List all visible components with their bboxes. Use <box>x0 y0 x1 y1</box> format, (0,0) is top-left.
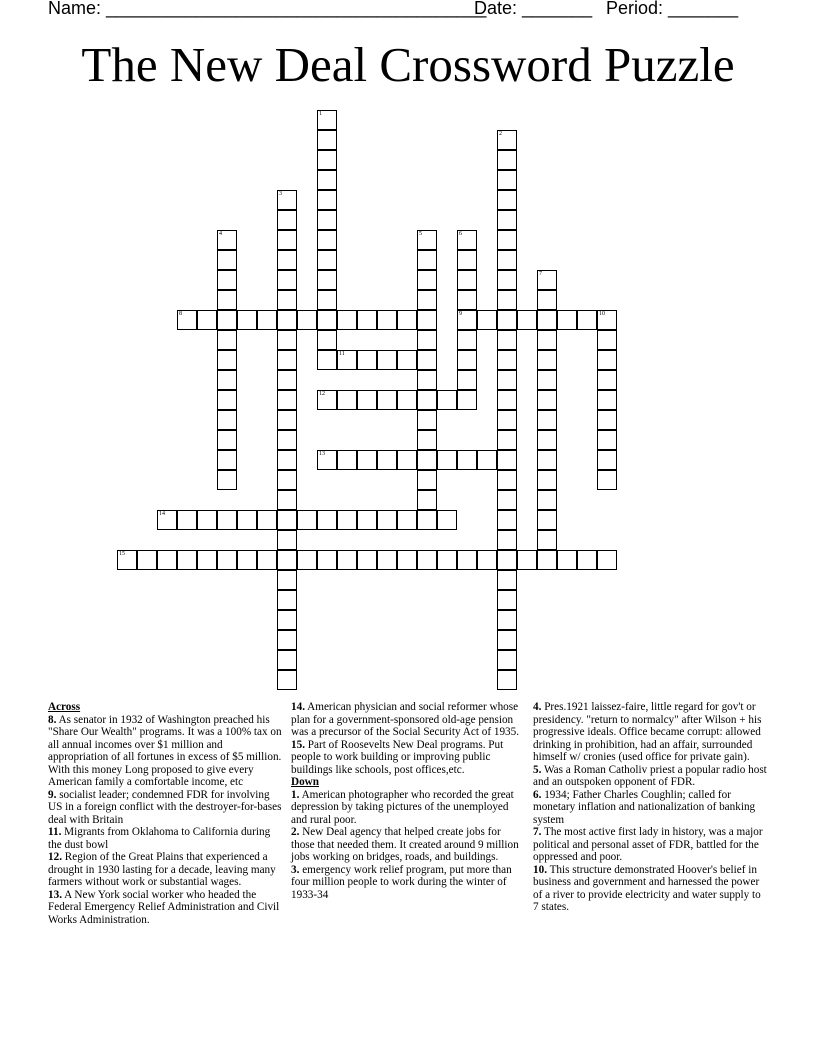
crossword-cell[interactable] <box>517 310 537 330</box>
crossword-cell[interactable] <box>497 290 517 310</box>
crossword-cell[interactable] <box>317 310 337 330</box>
crossword-cell[interactable] <box>497 590 517 610</box>
crossword-cell[interactable] <box>177 510 197 530</box>
crossword-cell[interactable] <box>317 210 337 230</box>
clue-number: 1. <box>291 788 300 801</box>
crossword-cell[interactable] <box>537 350 557 370</box>
crossword-cell[interactable] <box>417 330 437 350</box>
crossword-cell[interactable] <box>277 610 297 630</box>
crossword-cell[interactable] <box>277 410 297 430</box>
clue-text: 1934; Father Charles Coughlin; called for monetary inflation and nationalization of banking system <box>533 788 756 826</box>
cell-number: 8 <box>179 311 182 317</box>
crossword-cell[interactable] <box>377 450 397 470</box>
crossword-cell[interactable] <box>537 490 557 510</box>
page-title: The New Deal Crossword Puzzle <box>81 37 735 92</box>
cell-number: 12 <box>319 391 325 397</box>
crossword-cell[interactable] <box>497 670 517 690</box>
crossword-cell[interactable] <box>597 410 617 430</box>
name-field[interactable]: Name: ______________________________________ <box>48 0 487 18</box>
clue-text: Pres.1921 laissez-faire, little regard for gov't or presidency. "return to normalcy" after Wilson + his progressive ideals. Office became corrupt: allowed drinking in prohibition, had an affair, surrounded himself w/ cronies (used office for private gain). <box>533 701 762 763</box>
crossword-cell[interactable] <box>277 270 297 290</box>
clue-number: 13. <box>48 888 62 901</box>
crossword-cell[interactable] <box>537 530 557 550</box>
clue-down-10 <box>533 864 769 914</box>
crossword-cell[interactable] <box>417 510 437 530</box>
crossword-cell[interactable] <box>497 130 517 150</box>
crossword-cell[interactable] <box>497 650 517 670</box>
crossword-cell[interactable] <box>297 310 317 330</box>
clue-down-3 <box>291 864 523 902</box>
crossword-cell[interactable] <box>457 250 477 270</box>
clue-across-15 <box>291 739 523 777</box>
crossword-cell[interactable] <box>337 390 357 410</box>
cell-number: 13 <box>319 451 325 457</box>
crossword-cell[interactable] <box>457 310 477 330</box>
crossword-cell[interactable] <box>277 530 297 550</box>
crossword-cell[interactable] <box>577 310 597 330</box>
cell-number: 9 <box>459 311 462 317</box>
clue-number: 12. <box>48 851 62 863</box>
crossword-cell[interactable] <box>317 230 337 250</box>
clue-down-5 <box>533 764 769 789</box>
cell-number: 11 <box>339 351 345 357</box>
crossword-cell[interactable] <box>217 370 237 390</box>
crossword-cell[interactable] <box>597 550 617 570</box>
crossword-cell[interactable] <box>217 470 237 490</box>
clue-number: 7. <box>533 826 542 838</box>
crossword-cell[interactable] <box>217 510 237 530</box>
crossword-cell[interactable] <box>317 170 337 190</box>
crossword-cell[interactable] <box>397 510 417 530</box>
crossword-cell[interactable] <box>297 550 317 570</box>
clue-across-9 <box>48 789 282 827</box>
clue-across-8 <box>48 714 282 789</box>
crossword-cell[interactable] <box>417 470 437 490</box>
clue-text: American physician and social reformer whose plan for a government-sponsored old-age pension was a precursor of the Social Security Act of 1935. <box>291 701 520 738</box>
clue-across-12 <box>48 851 282 889</box>
crossword-cell[interactable] <box>317 350 337 370</box>
clue-number: 9. <box>48 788 57 801</box>
crossword-cell[interactable] <box>257 510 277 530</box>
crossword-cell[interactable] <box>597 330 617 350</box>
crossword-cell[interactable] <box>417 550 437 570</box>
crossword-cell[interactable] <box>597 310 617 330</box>
crossword-cell[interactable] <box>457 230 477 250</box>
crossword-cell[interactable] <box>397 550 417 570</box>
crossword-cell[interactable] <box>597 370 617 390</box>
crossword-cell[interactable] <box>317 510 337 530</box>
clue-number: 3. <box>291 863 300 876</box>
crossword-cell[interactable] <box>357 310 377 330</box>
crossword-cell[interactable] <box>337 510 357 530</box>
crossword-cell[interactable] <box>537 270 557 290</box>
crossword-cell[interactable] <box>417 370 437 390</box>
clue-text: The most active first lady in history, was a major political and personal asset of FDR, battled for the oppressed and poor. <box>533 826 763 863</box>
crossword-cell[interactable] <box>377 550 397 570</box>
crossword-cell[interactable] <box>557 550 577 570</box>
crossword-cell[interactable] <box>417 410 437 430</box>
crossword-cell[interactable] <box>357 450 377 470</box>
cell-number: 14 <box>159 511 165 517</box>
clue-across-13 <box>48 889 282 927</box>
crossword-cell[interactable] <box>457 370 477 390</box>
clue-text: socialist leader; condemned FDR for involving US in a foreign conflict with the destroyer-for-bases deal with Britain <box>48 788 282 826</box>
crossword-cell[interactable] <box>437 510 457 530</box>
crossword-cell[interactable] <box>537 450 557 470</box>
crossword-cell[interactable] <box>237 550 257 570</box>
crossword-cell[interactable] <box>457 450 477 470</box>
cell-number: 15 <box>119 551 125 557</box>
crossword-cell[interactable] <box>277 330 297 350</box>
crossword-cell[interactable] <box>277 590 297 610</box>
crossword-cell[interactable] <box>497 350 517 370</box>
crossword-cell[interactable] <box>537 370 557 390</box>
crossword-cell[interactable] <box>497 630 517 650</box>
crossword-cell[interactable] <box>537 310 557 330</box>
crossword-cell[interactable] <box>417 230 437 250</box>
crossword-cell[interactable] <box>497 410 517 430</box>
crossword-cell[interactable] <box>317 130 337 150</box>
crossword-cell[interactable] <box>417 250 437 270</box>
crossword-cell[interactable] <box>157 550 177 570</box>
clue-text: American photographer who recorded the great depression by taking pictures of the unemployed and rural poor. <box>291 788 514 826</box>
crossword-cell[interactable] <box>537 550 557 570</box>
crossword-cell[interactable] <box>357 550 377 570</box>
crossword-cell[interactable] <box>357 390 377 410</box>
crossword-cell[interactable] <box>537 330 557 350</box>
clue-number: 15. <box>291 738 305 751</box>
crossword-cell[interactable] <box>277 350 297 370</box>
crossword-cell[interactable] <box>517 550 537 570</box>
crossword-cell[interactable] <box>457 350 477 370</box>
crossword-cell[interactable] <box>477 310 497 330</box>
clues-column-2 <box>291 701 523 901</box>
cell-number: 6 <box>459 231 462 237</box>
down-heading: Down <box>291 776 319 788</box>
clue-text: Part of Roosevelts New Deal programs. Put people to work building or improving public buildings like schools, post offices,etc. <box>291 738 504 776</box>
crossword-cell[interactable] <box>497 510 517 530</box>
clue-number: 5. <box>533 763 542 776</box>
crossword-cell[interactable] <box>417 490 437 510</box>
crossword-cell[interactable] <box>277 230 297 250</box>
cell-number: 1 <box>319 111 322 117</box>
clue-text: Migrants from Oklahoma to California during the dust bowl <box>48 826 271 851</box>
crossword-cell[interactable] <box>597 470 617 490</box>
crossword-cell[interactable] <box>497 530 517 550</box>
crossword-cell[interactable] <box>337 550 357 570</box>
crossword-cell[interactable] <box>217 450 237 470</box>
crossword-cell[interactable] <box>377 350 397 370</box>
crossword-cell[interactable] <box>277 370 297 390</box>
crossword-cell[interactable] <box>457 290 477 310</box>
clue-number: 11. <box>48 826 62 838</box>
crossword-cell[interactable] <box>417 310 437 330</box>
crossword-cell[interactable] <box>497 390 517 410</box>
crossword-cell[interactable] <box>537 290 557 310</box>
crossword-cell[interactable] <box>177 550 197 570</box>
crossword-cell[interactable] <box>477 450 497 470</box>
crossword-cell[interactable] <box>297 510 317 530</box>
crossword-cell[interactable] <box>437 550 457 570</box>
clue-text: Was a Roman Catholiv priest a popular radio host and an outspoken opponent of FDR. <box>533 763 767 788</box>
crossword-cell[interactable] <box>317 270 337 290</box>
crossword-cell[interactable] <box>217 330 237 350</box>
crossword-cell[interactable] <box>217 430 237 450</box>
crossword-cell[interactable] <box>277 490 297 510</box>
crossword-cell[interactable] <box>337 450 357 470</box>
crossword-cell[interactable] <box>257 310 277 330</box>
crossword-cell[interactable] <box>277 250 297 270</box>
crossword-cell[interactable] <box>537 470 557 490</box>
crossword-cell[interactable] <box>317 390 337 410</box>
crossword-cell[interactable] <box>397 390 417 410</box>
crossword-cell[interactable] <box>357 510 377 530</box>
crossword-cell[interactable] <box>397 350 417 370</box>
crossword-cell[interactable] <box>277 670 297 690</box>
cell-number: 7 <box>539 271 542 277</box>
period-field[interactable]: Period: _______ <box>606 0 739 18</box>
crossword-cell[interactable] <box>197 510 217 530</box>
crossword-cell[interactable] <box>217 250 237 270</box>
crossword-cell[interactable] <box>497 450 517 470</box>
cell-number: 10 <box>599 311 605 317</box>
crossword-cell[interactable] <box>257 550 277 570</box>
crossword-cell[interactable] <box>337 310 357 330</box>
crossword-cell[interactable] <box>497 490 517 510</box>
crossword-cell[interactable] <box>437 390 457 410</box>
cell-number: 3 <box>279 191 282 197</box>
crossword-cell[interactable] <box>497 150 517 170</box>
clue-number: 6. <box>533 788 542 801</box>
crossword-cell[interactable] <box>497 270 517 290</box>
crossword-cell[interactable] <box>597 350 617 370</box>
crossword-cell[interactable] <box>497 330 517 350</box>
crossword-cell[interactable] <box>337 350 357 370</box>
crossword-cell[interactable] <box>497 430 517 450</box>
crossword-cell[interactable] <box>537 430 557 450</box>
crossword-cell[interactable] <box>217 350 237 370</box>
crossword-cell[interactable] <box>317 450 337 470</box>
cell-number: 4 <box>219 231 222 237</box>
crossword-cell[interactable] <box>597 390 617 410</box>
crossword-cell[interactable] <box>137 550 157 570</box>
crossword-cell[interactable] <box>417 390 437 410</box>
crossword-cell[interactable] <box>217 270 237 290</box>
clue-number: 14. <box>291 701 305 713</box>
clue-text: A New York social worker who headed the Federal Emergency Relief Administration and Civil Works Administration. <box>48 888 280 926</box>
crossword-cell[interactable] <box>277 310 297 330</box>
clue-down-1 <box>291 789 523 827</box>
clue-text: Region of the Great Plains that experienced a drought in 1930 lasting for a decade, leaving many farmers without work or substantial wages. <box>48 851 276 888</box>
clue-down-4 <box>533 701 769 764</box>
clue-number: 8. <box>48 713 57 726</box>
crossword-cell[interactable] <box>497 230 517 250</box>
crossword-cell[interactable] <box>317 110 337 130</box>
crossword-cell[interactable] <box>417 290 437 310</box>
crossword-cell[interactable] <box>277 510 297 530</box>
crossword-cell[interactable] <box>277 650 297 670</box>
clue-number: 10. <box>533 863 547 876</box>
crossword-cell[interactable] <box>497 250 517 270</box>
clue-down-7 <box>533 826 769 864</box>
crossword-cell[interactable] <box>277 570 297 590</box>
crossword-cell[interactable] <box>497 170 517 190</box>
clue-text: emergency work relief program, put more than four million people to work during the winter of 1933-34 <box>291 863 512 901</box>
crossword-cell[interactable] <box>457 550 477 570</box>
crossword-cell[interactable] <box>417 350 437 370</box>
cell-number: 2 <box>499 131 502 137</box>
crossword-cell[interactable] <box>117 550 137 570</box>
crossword-cell[interactable] <box>157 510 177 530</box>
crossword-cell[interactable] <box>597 430 617 450</box>
crossword-cell[interactable] <box>497 570 517 590</box>
crossword-cell[interactable] <box>277 450 297 470</box>
crossword-cell[interactable] <box>317 150 337 170</box>
crossword-cell[interactable] <box>397 450 417 470</box>
crossword-cell[interactable] <box>217 550 237 570</box>
crossword-cell[interactable] <box>217 410 237 430</box>
crossword-cell[interactable] <box>317 290 337 310</box>
crossword-cell[interactable] <box>317 190 337 210</box>
clue-text: This structure demonstrated Hoover's belief in business and government and harnessed the power of a river to provide electricity and water supply to 7 states. <box>533 863 761 913</box>
crossword-cell[interactable] <box>317 250 337 270</box>
crossword-cell[interactable] <box>457 270 477 290</box>
crossword-cell[interactable] <box>537 510 557 530</box>
crossword-cell[interactable] <box>357 350 377 370</box>
crossword-cell[interactable] <box>457 330 477 350</box>
clues-column-1 <box>48 701 282 926</box>
crossword-cell[interactable] <box>277 430 297 450</box>
crossword-cell[interactable] <box>457 390 477 410</box>
crossword-cell[interactable] <box>217 230 237 250</box>
crossword-cell[interactable] <box>237 310 257 330</box>
crossword-cell[interactable] <box>417 450 437 470</box>
crossword-cell[interactable] <box>377 390 397 410</box>
across-heading: Across <box>48 701 81 713</box>
crossword-cell[interactable] <box>577 550 597 570</box>
crossword-cell[interactable] <box>597 450 617 470</box>
crossword-cell[interactable] <box>277 210 297 230</box>
clue-number: 4. <box>533 701 542 713</box>
crossword-cell[interactable] <box>277 190 297 210</box>
crossword-cell[interactable] <box>317 550 337 570</box>
clue-across-14 <box>291 701 523 739</box>
crossword-cell[interactable] <box>177 310 197 330</box>
crossword-cell[interactable] <box>237 510 257 530</box>
crossword-cell[interactable] <box>417 430 437 450</box>
crossword-cell[interactable] <box>197 550 217 570</box>
clue-text: New Deal agency that helped create jobs for those that needed them. It created around 9 million jobs working on bridges, roads, and buildings. <box>291 826 519 863</box>
crossword-cell[interactable] <box>197 310 217 330</box>
crossword-cell[interactable] <box>397 310 417 330</box>
crossword-cell[interactable] <box>497 550 517 570</box>
crossword-cell[interactable] <box>277 630 297 650</box>
crossword-cell[interactable] <box>557 310 577 330</box>
crossword-cell[interactable] <box>277 550 297 570</box>
crossword-cell[interactable] <box>437 450 457 470</box>
crossword-cell[interactable] <box>417 270 437 290</box>
clues-column-3 <box>533 701 769 914</box>
crossword-cell[interactable] <box>217 390 237 410</box>
crossword-cell[interactable] <box>537 410 557 430</box>
crossword-cell[interactable] <box>497 470 517 490</box>
crossword-cell[interactable] <box>317 330 337 350</box>
clue-down-2 <box>291 826 523 864</box>
crossword-cell[interactable] <box>497 610 517 630</box>
cell-number: 5 <box>419 231 422 237</box>
clue-number: 2. <box>291 826 300 838</box>
crossword-cell[interactable] <box>217 310 237 330</box>
crossword-cell[interactable] <box>217 290 237 310</box>
crossword-cell[interactable] <box>377 510 397 530</box>
crossword-cell[interactable] <box>377 310 397 330</box>
crossword-cell[interactable] <box>477 550 497 570</box>
crossword-cell[interactable] <box>497 190 517 210</box>
crossword-cell[interactable] <box>277 390 297 410</box>
clue-across-11 <box>48 826 282 851</box>
clue-down-6 <box>533 789 769 827</box>
date-field[interactable]: Date: _______ <box>474 0 593 18</box>
clue-text: As senator in 1932 of Washington preached his "Share Our Wealth" programs. It was a 100% tax on all annual incomes over $1 million and appropriation of all fortunes in excess of $5 million. With this money Long proposed to give every American family a comfortable income, etc <box>48 713 282 788</box>
crossword-cell[interactable] <box>277 470 297 490</box>
crossword-cell[interactable] <box>497 310 517 330</box>
crossword-cell[interactable] <box>537 390 557 410</box>
crossword-cell[interactable] <box>497 210 517 230</box>
crossword-cell[interactable] <box>277 290 297 310</box>
crossword-cell[interactable] <box>497 370 517 390</box>
